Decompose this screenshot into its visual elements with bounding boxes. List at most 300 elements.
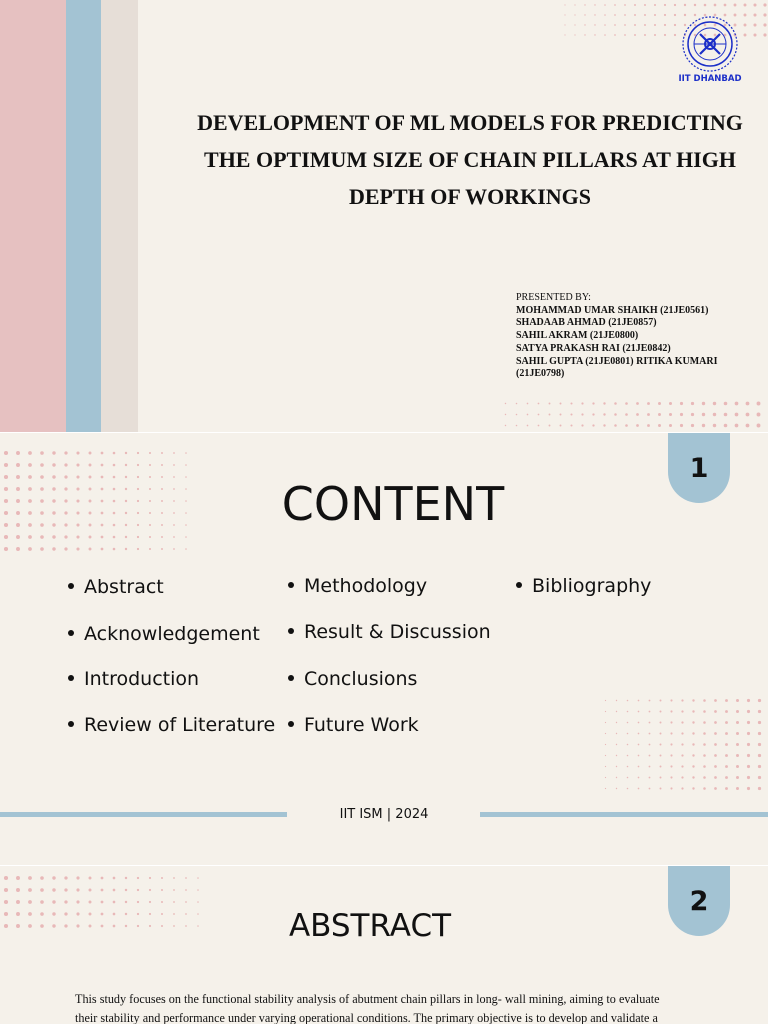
decorative-dot: [714, 765, 717, 768]
decorative-dot: [649, 744, 651, 746]
decorative-dot: [603, 402, 605, 404]
presenter-line: (21JE0798): [516, 368, 565, 380]
decorative-dot: [614, 424, 617, 427]
decorative-dot: [125, 913, 127, 915]
decorative-dot: [113, 536, 116, 539]
decorative-dot: [149, 889, 151, 891]
decorative-dot: [52, 487, 55, 490]
decorative-dot: [736, 699, 739, 702]
decorative-dot: [185, 488, 187, 490]
decorative-dot: [735, 402, 739, 406]
decorative-dot: [137, 901, 139, 903]
footer-line-left: [0, 812, 287, 817]
decorative-dot: [669, 413, 672, 416]
decorative-dot: [185, 476, 187, 478]
decorative-dot: [64, 511, 67, 514]
decorative-dot: [161, 524, 163, 526]
decorative-dot: [173, 889, 175, 891]
decorative-dot: [624, 4, 626, 6]
decorative-dot: [125, 889, 127, 891]
decorative-dot: [581, 424, 583, 426]
decorative-dot: [574, 34, 575, 35]
decorative-dot: [649, 711, 651, 713]
decorative-dot: [734, 4, 737, 7]
toc-item-review-of-literature[interactable]: Review of Literature: [68, 714, 275, 736]
decorative-dot: [702, 424, 705, 427]
decorative-dot: [64, 487, 67, 490]
decorative-dot: [40, 451, 44, 455]
decorative-dot: [185, 464, 187, 466]
decorative-dot: [736, 787, 739, 790]
decorative-dot: [64, 912, 67, 915]
decorative-dot: [681, 721, 683, 723]
decorative-dot: [527, 425, 529, 427]
decorative-dot: [89, 452, 92, 455]
decorative-dot: [149, 512, 151, 514]
decorative-dot: [627, 777, 629, 779]
decorative-dot: [714, 754, 717, 757]
decorative-dot: [538, 414, 540, 416]
decorative-dot: [28, 876, 32, 880]
decorative-dot: [692, 710, 694, 712]
decorative-dot: [549, 403, 551, 405]
decorative-dot: [758, 787, 761, 790]
decorative-dot: [173, 512, 175, 514]
decorative-dot: [137, 913, 139, 915]
decorative-dot: [505, 425, 506, 426]
decorative-dot: [638, 755, 640, 757]
decorative-dot: [76, 463, 79, 466]
decorative-dot: [125, 925, 127, 927]
presenter-line: SHADAAB AHMAD (21JE0857): [516, 317, 657, 329]
decorative-dot: [644, 24, 646, 26]
decorative-dot: [113, 901, 116, 904]
decorative-dot: [28, 451, 32, 455]
decorative-dot: [758, 776, 761, 779]
decorative-dot: [28, 888, 32, 892]
decorative-dot: [173, 500, 175, 502]
decorative-dot: [624, 34, 626, 36]
decorative-dot: [692, 732, 694, 734]
decorative-dot: [52, 900, 55, 903]
decorative-dot: [161, 488, 163, 490]
decorative-dot: [584, 14, 585, 15]
decorative-dot: [660, 700, 662, 702]
decorative-dot: [627, 744, 629, 746]
decorative-dot: [64, 924, 67, 927]
decorative-dot: [704, 4, 707, 7]
decorative-dot: [137, 536, 139, 538]
decorative-dot: [649, 733, 651, 735]
decorative-dot: [604, 34, 606, 36]
decorative-dot: [149, 476, 151, 478]
decorative-dot: [113, 452, 116, 455]
decorative-dot: [670, 710, 672, 712]
decorative-dot: [757, 413, 761, 417]
decorative-dot: [101, 536, 104, 539]
decorative-dot: [638, 788, 640, 790]
decorative-dot: [76, 912, 79, 915]
decorative-dot: [681, 732, 683, 734]
decorative-dot: [627, 711, 629, 713]
decorative-dot: [64, 547, 67, 550]
decorative-dot: [627, 755, 629, 757]
decorative-dot: [52, 912, 55, 915]
decorative-dot: [113, 488, 116, 491]
decorative-dot: [614, 4, 616, 6]
decorative-dot: [161, 889, 163, 891]
decorative-dot: [713, 424, 716, 427]
decorative-dot: [564, 4, 565, 5]
decorative-dot: [616, 722, 617, 723]
decorative-dot: [173, 536, 175, 538]
decorative-dot: [101, 464, 104, 467]
abstract-line: This study focuses on the functional stability analysis of abutment chain pillars in long- wall mining, aiming to evaluate: [75, 992, 660, 1006]
toc-item-bibliography[interactable]: Bibliography: [516, 575, 651, 597]
page-number-tab: 1: [668, 433, 730, 503]
decorative-dot: [758, 710, 761, 713]
decorative-dot: [660, 755, 662, 757]
decorative-dot: [149, 901, 151, 903]
decorative-dot: [660, 722, 662, 724]
decorative-dot: [516, 403, 518, 405]
decorative-dot: [627, 700, 629, 702]
decorative-dot: [594, 14, 595, 15]
decorative-dot: [747, 776, 750, 779]
decorative-dot: [101, 500, 104, 503]
decorative-dot: [113, 464, 116, 467]
decorative-dot: [4, 535, 8, 539]
toc-item-acknowledgement[interactable]: Acknowledgement: [68, 623, 260, 645]
decorative-dot: [581, 413, 583, 415]
decorative-dot: [101, 877, 104, 880]
decorative-dot: [125, 500, 127, 502]
decorative-dot: [28, 523, 32, 527]
abstract-line: their stability and performance under varying operational conditions. The primary objective is to develop and validate a: [75, 1011, 658, 1024]
decorative-dot: [137, 925, 139, 927]
decorative-dot: [197, 901, 199, 903]
decorative-dot: [594, 34, 595, 35]
decorative-dot: [137, 524, 139, 526]
presenter-line: MOHAMMAD UMAR SHAIKH (21JE0561): [516, 304, 709, 316]
decorative-dot: [173, 476, 175, 478]
decorative-dot: [149, 925, 151, 927]
decorative-dot: [125, 488, 127, 490]
decorative-dot: [113, 500, 116, 503]
decorative-dot: [634, 14, 636, 16]
decorative-dot: [616, 700, 617, 701]
decorative-dot: [28, 487, 32, 491]
decorative-dot: [681, 787, 683, 789]
decorative-dot: [52, 523, 55, 526]
decorative-dot: [16, 535, 20, 539]
decorative-dot: [4, 924, 8, 928]
decorative-dot: [758, 765, 761, 768]
decorative-dot: [40, 547, 44, 551]
decorative-dot: [125, 452, 127, 454]
decorative-dot: [76, 547, 79, 550]
decorative-dot: [649, 755, 651, 757]
decorative-dot: [125, 524, 127, 526]
decorative-dot: [758, 743, 761, 746]
decorative-dot: [747, 765, 750, 768]
decorative-dot: [638, 711, 640, 713]
decorative-dot: [746, 424, 750, 428]
decorative-dot: [725, 721, 728, 724]
decorative-dot: [674, 4, 676, 6]
decorative-dot: [757, 424, 761, 428]
toc-item-methodology[interactable]: Methodology: [288, 575, 427, 597]
decorative-dot: [694, 4, 696, 6]
decorative-dot: [16, 888, 20, 892]
decorative-dot: [4, 487, 8, 491]
decorative-dot: [101, 913, 104, 916]
decorative-dot: [592, 402, 594, 404]
decorative-dot: [161, 536, 163, 538]
decorative-dot: [564, 14, 565, 15]
decorative-dot: [669, 424, 672, 427]
decorative-dot: [89, 877, 92, 880]
decorative-dot: [736, 743, 739, 746]
decorative-dot: [137, 464, 139, 466]
decorative-dot: [564, 34, 565, 35]
decorative-dot: [16, 523, 20, 527]
decorative-dot: [4, 900, 8, 904]
decorative-dot: [101, 548, 104, 551]
page-number-tab: 2: [668, 866, 730, 936]
decorative-dot: [185, 500, 187, 502]
bullet-icon: [288, 628, 294, 634]
decorative-dot: [52, 511, 55, 514]
decorative-dot: [724, 402, 728, 406]
decorative-dot: [149, 913, 151, 915]
decorative-dot: [664, 4, 666, 6]
decorative-dot: [89, 500, 92, 503]
decorative-dot: [161, 925, 163, 927]
decorative-dot: [161, 452, 163, 454]
decorative-dot: [584, 24, 585, 25]
decorative-dot: [736, 765, 739, 768]
decorative-dot: [89, 536, 92, 539]
decorative-dot: [614, 24, 616, 26]
decorative-dot: [658, 424, 661, 427]
decorative-dot: [101, 512, 104, 515]
decorative-dot: [4, 475, 8, 479]
decorative-dot: [101, 524, 104, 527]
decorative-dot: [660, 766, 662, 768]
decorative-dot: [724, 4, 727, 7]
decorative-dot: [185, 524, 187, 526]
abstract-heading: ABSTRACT: [288, 908, 452, 944]
toc-item-future-work[interactable]: Future Work: [288, 714, 419, 736]
decorative-dot: [638, 766, 640, 768]
decorative-dot: [89, 476, 92, 479]
decorative-dot: [574, 4, 575, 5]
decorative-dot: [538, 425, 540, 427]
decorative-dot: [4, 888, 8, 892]
decorative-dot: [702, 402, 705, 405]
decorative-dot: [137, 889, 139, 891]
decorative-dot: [16, 547, 20, 551]
decorative-dot: [763, 23, 766, 26]
decorative-dot: [714, 721, 717, 724]
decorative-dot: [736, 710, 739, 713]
decorative-dot: [725, 754, 728, 757]
decorative-dot: [4, 876, 8, 880]
decorative-dot: [28, 924, 32, 928]
decorative-dot: [40, 888, 44, 892]
decorative-dot: [101, 488, 104, 491]
title-line: DEPTH OF WORKINGS: [348, 184, 592, 209]
decorative-dot: [574, 14, 575, 15]
decorative-dot: [52, 924, 55, 927]
decorative-dot: [4, 451, 8, 455]
abstract-body: [75, 990, 705, 1024]
decorative-dot: [113, 548, 116, 551]
decorative-dot: [758, 754, 761, 757]
decorative-dot: [52, 463, 55, 466]
decorative-dot: [691, 413, 694, 416]
decorative-dot: [649, 788, 651, 790]
decorative-dot: [614, 14, 616, 16]
decorative-dot: [703, 776, 706, 779]
decorative-dot: [113, 925, 116, 928]
decorative-dot: [101, 476, 104, 479]
decorative-dot: [113, 889, 116, 892]
toc-item-result-discussion[interactable]: Result & Discussion: [288, 621, 491, 643]
toc-item-introduction[interactable]: Introduction: [68, 668, 199, 690]
decorative-dot: [735, 413, 739, 417]
decorative-dot: [624, 14, 626, 16]
decorative-dot: [76, 475, 79, 478]
decorative-dot: [161, 548, 163, 550]
decorative-dot: [516, 414, 518, 416]
decorative-dot: [649, 700, 651, 702]
decorative-dot: [113, 524, 116, 527]
decorative-dot: [614, 34, 616, 36]
decorative-dot: [89, 488, 92, 491]
decorative-dot: [16, 900, 20, 904]
decorative-dot: [713, 413, 716, 416]
decorative-dot: [753, 13, 756, 16]
decorative-dot: [28, 535, 32, 539]
decorative-dot: [670, 743, 672, 745]
decorative-dot: [614, 413, 617, 416]
decorative-dot: [604, 24, 606, 26]
decorative-dot: [4, 912, 8, 916]
decorative-dot: [725, 732, 728, 735]
decorative-dot: [52, 876, 55, 879]
decorative-dot: [746, 413, 750, 417]
decorative-dot: [52, 547, 55, 550]
decorative-dot: [714, 732, 717, 735]
decorative-dot: [40, 535, 44, 539]
decorative-dot: [149, 524, 151, 526]
decorative-dot: [660, 733, 662, 735]
decorative-dot: [616, 744, 617, 745]
decorative-dot: [161, 877, 163, 879]
decorative-dot: [647, 402, 650, 405]
decorative-dot: [670, 699, 672, 701]
decorative-dot: [76, 523, 79, 526]
decorative-dot: [76, 888, 79, 891]
decorative-dot: [604, 4, 606, 6]
decorative-dot: [624, 24, 626, 26]
presenter-line: SAHIL GUPTA (21JE0801) RITIKA KUMARI: [516, 355, 718, 367]
decorative-dot: [684, 4, 686, 6]
decorative-dot: [670, 721, 672, 723]
decorative-dot: [625, 402, 628, 405]
decorative-dot: [137, 877, 139, 879]
decorative-dot: [574, 24, 575, 25]
decorative-dot: [89, 889, 92, 892]
decorative-dot: [76, 487, 79, 490]
decorative-dot: [634, 24, 636, 26]
decorative-dot: [747, 743, 750, 746]
decorative-dot: [670, 776, 672, 778]
content-heading: CONTENT: [281, 477, 505, 531]
decorative-dot: [605, 766, 606, 767]
decorative-dot: [714, 776, 717, 779]
decorative-dot: [681, 776, 683, 778]
decorative-dot: [757, 402, 761, 406]
decorative-dot: [616, 711, 617, 712]
decorative-dot: [747, 721, 750, 724]
decorative-dot: [185, 548, 187, 550]
decorative-dot: [680, 413, 683, 416]
decorative-dot: [549, 414, 551, 416]
decorative-dot: [638, 777, 640, 779]
decorative-dot: [125, 512, 127, 514]
decorative-dot: [714, 699, 717, 702]
decorative-stripe-pink: [0, 0, 66, 432]
decorative-dot: [644, 4, 646, 6]
decorative-dot: [560, 403, 562, 405]
decorative-dot: [52, 475, 55, 478]
decorative-dot: [616, 777, 617, 778]
decorative-dot: [4, 511, 8, 515]
presenter-line: SATYA PRAKASH RAI (21JE0842): [516, 342, 671, 354]
decorative-dot: [173, 488, 175, 490]
decorative-dot: [664, 14, 666, 16]
decorative-dot: [627, 766, 629, 768]
decorative-dot: [713, 402, 716, 405]
decorative-dot: [185, 536, 187, 538]
toc-item-abstract[interactable]: Abstract: [68, 576, 164, 598]
decorative-dot: [627, 788, 629, 790]
decorative-dot: [28, 912, 32, 916]
decorative-dot: [161, 901, 163, 903]
decorative-dot: [724, 413, 728, 417]
footer-text: IIT ISM | 2024: [339, 807, 429, 822]
decorative-dot: [113, 512, 116, 515]
decorative-dot: [691, 402, 694, 405]
decorative-dot: [753, 23, 756, 26]
decorative-dot: [616, 733, 617, 734]
decorative-dot: [16, 876, 20, 880]
decorative-dot: [76, 499, 79, 502]
decorative-dot: [763, 33, 766, 36]
bullet-icon: [288, 721, 294, 727]
decorative-dot: [605, 788, 606, 789]
decorative-dot: [28, 475, 32, 479]
decorative-dot: [605, 733, 606, 734]
toc-item-conclusions[interactable]: Conclusions: [288, 668, 417, 690]
decorative-dot: [654, 24, 656, 26]
decorative-dot: [714, 787, 717, 790]
bullet-icon: [68, 583, 74, 589]
decorative-dot: [89, 901, 92, 904]
